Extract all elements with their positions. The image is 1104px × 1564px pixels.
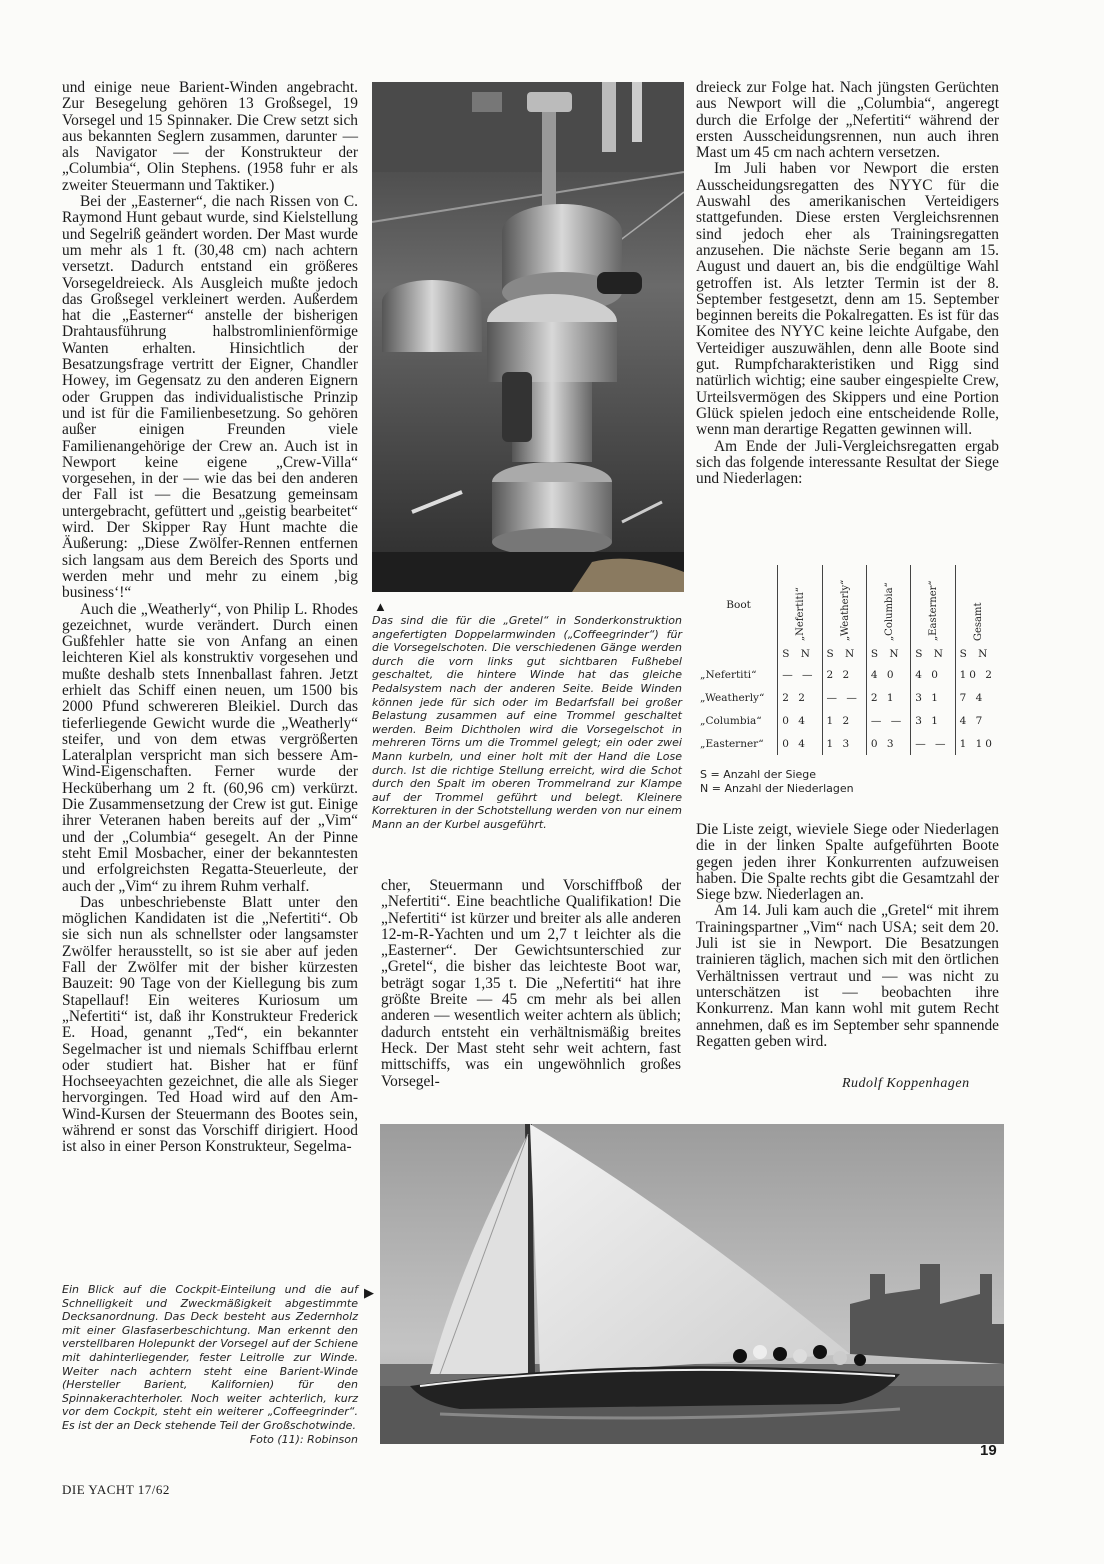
- table-cell: 0 4: [778, 709, 822, 732]
- column-label: „Nefertiti“: [795, 587, 807, 641]
- column-label: „Weatherly“: [839, 579, 851, 641]
- column-3-paragraph: Am Ende der Juli-Vergleichsregatten ergab sich das folgende interessante Resultat der Siege und Niederlagen:: [696, 437, 999, 488]
- column-2: [381, 878, 681, 1090]
- table-cell: 2 1: [866, 686, 910, 709]
- table-cell: 2 2: [822, 663, 866, 686]
- column-3-paragraph: Im Juli haben vor Newport die ersten Ausscheidungsregatten des NYYC für die Auswahl des amerikanischen Verteidigers stattgefunden. Diese ersten Vergleichsrennen sind jedoch eher als Trainingsregatten anzusehen. Die nächste Serie begann am 15. August und dauert an, bis die endgültige Wahl getroffen ist. Als letzter Termin ist der 8. September festgesetzt, denn am 15. September beginnen bereits die Pokalregatten. Es ist für das Komitee des NYYC keine leichte Aufgabe, den Verteidiger auszuwählen, denn alle Boote sind gut. Rumpfcharakteristiken und Rigg sind natürlich wichtig; eine sauber eingespielte Crew, Urteilsvermögen des Skippers und eine Portion Glück spielen jedoch eine entscheidende Rolle, wenn man derartige Regatten gewinnen will.: [696, 160, 999, 439]
- sn-label: S N: [778, 645, 822, 663]
- column-label: „Columbia“: [883, 582, 895, 641]
- sn-label: S N: [955, 645, 1000, 663]
- boot-header-label: Boot: [726, 599, 751, 611]
- table-header-column: [822, 565, 866, 645]
- table-legend: [700, 768, 854, 796]
- results-table: [700, 565, 1000, 755]
- sn-label: S N: [866, 645, 910, 663]
- table-spacer: [700, 645, 778, 663]
- column-3-paragraph: Am 14. Juli kam auch die „Gretel“ mit ihrem Trainingspartner „Vim“ nach USA; seit dem 20. Juli ist sie in Newport. Die Besatzungen trainieren täglich, machen sich mit den örtlichen Verhältnissen vertraut und — was nicht zu unterschätzen ist — beobachten ihre Konkurrenz. Man kann wohl mit gutem Recht annehmen, daß es im September sehr spannende Regatten geben wird.: [696, 902, 999, 1050]
- table-cell: — —: [822, 686, 866, 709]
- winch-caption: Das sind die für die „Gretel“ in Sonderkonstruktion angefertigten Doppelarmwinden („Coffeegrinder“) für die Vorsegelschoten. Die verschiedenen Gänge werden durch die vorn links gut sichtbaren Fußhebel geschaltet, die hintere Winde hat das gleiche Pedalsystem nach der anderen Seite. Beide Winden können jede für sich oder im Bedarfsfall bei großer Belastung zusammen auf eine Trommel geschaltet werden. Beim Dichtholen wird die Vorsegelschot in mehreren Törns um die Trommel gelegt; ein oder zwei Mann kurbeln, und einer holt mit der Hand die Lose durch. Ist die richtige Stellung erreicht, wird die Schot durch den Spalt im oberen Trommelrand zur Klampe auf der Trommel geführt und belegt. Kleinere Korrekturen in der Schotstellung werden von nur einem Mann an der Kurbel ausgeführt.: [372, 614, 682, 831]
- table-cell: 0 3: [866, 732, 910, 755]
- table-row: [700, 686, 1000, 709]
- table-cell: 4 7: [955, 709, 1000, 732]
- table-cell: 10 2: [955, 663, 1000, 686]
- sn-label: S N: [822, 645, 866, 663]
- table-row: [700, 663, 1000, 686]
- sn-label: S N: [911, 645, 955, 663]
- table-cell: 1 2: [822, 709, 866, 732]
- table-cell: 3 1: [911, 709, 955, 732]
- legend-n: N = Anzahl der Niederlagen: [700, 782, 854, 795]
- column-label: „Easterner“: [928, 580, 940, 641]
- caption-arrow-right: ▶: [364, 1285, 374, 1300]
- magazine-footer: DIE YACHT 17/62: [62, 1482, 170, 1497]
- table-row: [700, 732, 1000, 755]
- table-header-column: [778, 565, 822, 645]
- table-header-boot: [700, 565, 778, 645]
- table-header-column: [911, 565, 955, 645]
- column-3-bottom: [696, 822, 999, 1050]
- winch-photo: [372, 82, 684, 592]
- column-1-paragraph: Auch die „Weatherly“, von Philip L. Rhodes gezeichnet, wurde verändert. Durch einen Gußfehler hatte sie von Anfang an einen leichteren Kiel als konstruktiv vorgesehen und mußte deshalb stets Innenballast fahren. Jetzt erhielt das Schiff einen neuen, um 1500 bis 2000 Pfund schwereren Bleikiel. Durch das tieferliegende Gewicht wurde die „Weatherly“ steifer, und von dem etwas vergrößerten Lateralplan verspricht man sich bessere Am-Wind-Eigenschaften. Ferner wurde der Hecküberhang um 2 ft. (60,96 cm) verkürzt. Die Zusammensetzung der Crew ist gut. Einige ihrer Veteranen haben bereits auf der „Vim“ und der „Columbia“ gesegelt. An der Pinne steht Emil Mosbacher, einer der bekanntesten und erfolgreichsten Regatta-Steuerleute, der auch der „Vim“ zu ihrem Ruhm verhalf.: [62, 600, 358, 895]
- row-boot-name: „Easterner“: [700, 737, 764, 750]
- column-label: Gesamt: [972, 602, 984, 641]
- row-boot-name: „Weatherly“: [700, 691, 765, 704]
- column-3-paragraph: Die Liste zeigt, wieviele Siege oder Niederlagen die in der linken Spalte aufgeführten Boote gegen jeden ihrer Konkurrenten aufzuweisen haben. Die Spalte rechts gibt die Gesamtzahl der Siege bzw. Niederlagen an.: [696, 821, 999, 904]
- table-cell: 0 4: [778, 732, 822, 755]
- table-cell: — —: [778, 663, 822, 686]
- photo-credit: Foto (11): Robinson: [249, 1432, 358, 1446]
- column-2-paragraph: cher, Steuermann und Vorschiffboß der „Nefertiti“. Eine beachtliche Qualifikation! Die „Nefertiti“ ist kürzer und breiter als alle anderen 12-m-R-Yachten und um 2,7 t leichter als die „Easterner“. Der Gewichtsunterschied zur „Gretel“, die bisher das leichteste Boot war, beträgt sogar 1,35 t. Die „Nefertiti“ hat ihre größte Breite — 45 cm mehr als bei allen anderen — wesentlich weiter achtern als üblich; dadurch entsteht ein verhältnismäßig breites Heck. Der Mast steht sehr weit achtern, fast mittschiffs, was ein ungewöhnlich großes Vorsegel-: [381, 877, 681, 1090]
- table-header-column: [866, 565, 910, 645]
- column-3-top: [696, 80, 999, 487]
- column-1-paragraph: und einige neue Barient-Winden angebracht. Zur Besegelung gehören 13 Großsegel, 19 Vorsegel und 15 Spinnaker. Die Crew setzt sich aus bekannten Seglern zusammen, darunter — als Navigator — der Konstrukteur der „Columbia“, Olin Stephens. (1958 fuhr er als zweiter Steuermann und Taktiker.): [62, 79, 358, 194]
- column-1-paragraph: Das unbeschriebenste Blatt unter den möglichen Kandidaten ist die „Nefertiti“. Ob sie sich nun als schnellster oder langsamster Zwölfer herausstellt, so ist sie aber auf jeden Fall der Zwölfer mit der bisher kürzesten Bauzeit: 90 Tage von der Kiellegung bis zum Stapellauf! Ein weiteres Kuriosum um „Nefertiti“ ist, daß ihr Konstrukteur Frederick E. Hoad, genannt „Ted“, ein bekannter Segelmacher ist und niemals Schiffbau erlernt oder studiert hat. Bisher hat er fünf Hochseeyachten gezeichnet, die alle als Sieger hervorgingen. Ted Hoad wird auf den Am-Wind-Kursen der Steuermann des Bootes sein, während er sonst das Vorschiff dirigiert. Hood ist also in einer Person Konstrukteur, Segelma-: [62, 893, 358, 1156]
- column-1: [62, 80, 358, 1156]
- legend-s: S = Anzahl der Siege: [700, 768, 817, 781]
- yacht-caption-text: Ein Blick auf die Cockpit-Einteilung und die auf Schnelligkeit und Zweckmäßigkeit abgestimmte Decksanordnung. Das Deck besteht aus Zedernholz mit einer Glasfaserbeschichtung. Man erkennt den verstellbaren Holepunkt der Vorsegel auf der Schiene mit dahinterliegender, fester Leitrolle zur Winde. Weiter nach achtern steht eine Barient-Winde (Hersteller Barient, Kalifornien) für den Spinnakerachterholer. Noch weiter achterlich, kurz vor dem Cockpit, steht ein weiterer „Coffeegrinder“. Es ist der an Deck stehende Teil der Großschotwinde.: [62, 1283, 358, 1432]
- table-cell: 7 4: [955, 686, 1000, 709]
- table-header-column: [955, 565, 1000, 645]
- table-cell: — —: [866, 709, 910, 732]
- yacht-photo: [380, 1124, 1004, 1444]
- column-1-paragraph: Bei der „Easterner“, die nach Rissen von C. Raymond Hunt gebaut wurde, sind Kielstellung und Segelriß geändert worden. Der Mast wurde um mehr als 1 ft. (30,48 cm) nach achtern versetzt. Dadurch entstand ein größeres Vorsegeldreieck. Als Ausgleich mußte jedoch das Großsegel verkleinert werden. Außerdem hat die „Easterner“ anstelle der bisherigen Drahtausführung halbstromlinienförmige Wanten erhalten. Hinsichtlich der Besatzungsfrage vertritt der Eigner, Chandler Howey, im Gegensatz zu den anderen Eignern oder Gruppen das individualistische Prinzip und ist für die Familienbesetzung. So gehören außer einigen Freunden viele Familienangehörige der Crew an. Auch ist in Newport keine eigene „Crew-Villa“ vorgesehen, in der — wie das bei den anderen der Fall ist — die Besatzung gemeinsam untergebracht, gefüttert und „geistig bearbeitet“ wird. Der Skipper Ray Hunt machte die Äußerung: „Diese Zwölfer-Rennen entfernen sich langsam aus dem Bereich des Sports und werden mehr und mehr zu einem ‚big business‘!“: [62, 193, 358, 602]
- page-number: 19: [980, 1442, 997, 1459]
- row-boot-name: „Columbia“: [700, 714, 762, 727]
- row-boot-name: „Nefertiti“: [700, 668, 757, 681]
- table-cell: 1 10: [955, 732, 1000, 755]
- author-signature: Rudolf Koppenhagen: [842, 1076, 970, 1091]
- column-3-paragraph: dreieck zur Folge hat. Nach jüngsten Gerüchten aus Newport will die „Columbia“, angeregt durch die Erfolge der „Nefertiti“ während der ersten Ausscheidungsrennen, nun auch ihren Mast um 45 cm nach achtern versetzen.: [696, 79, 999, 162]
- yacht-caption: [62, 1283, 358, 1446]
- table-cell: 4 0: [911, 663, 955, 686]
- table-cell: 2 2: [778, 686, 822, 709]
- table-cell: 1 3: [822, 732, 866, 755]
- table-cell: 4 0: [866, 663, 910, 686]
- table-cell: 3 1: [911, 686, 955, 709]
- caption-arrow-up: ▲: [374, 599, 387, 614]
- table-row: [700, 709, 1000, 732]
- table-cell: — —: [911, 732, 955, 755]
